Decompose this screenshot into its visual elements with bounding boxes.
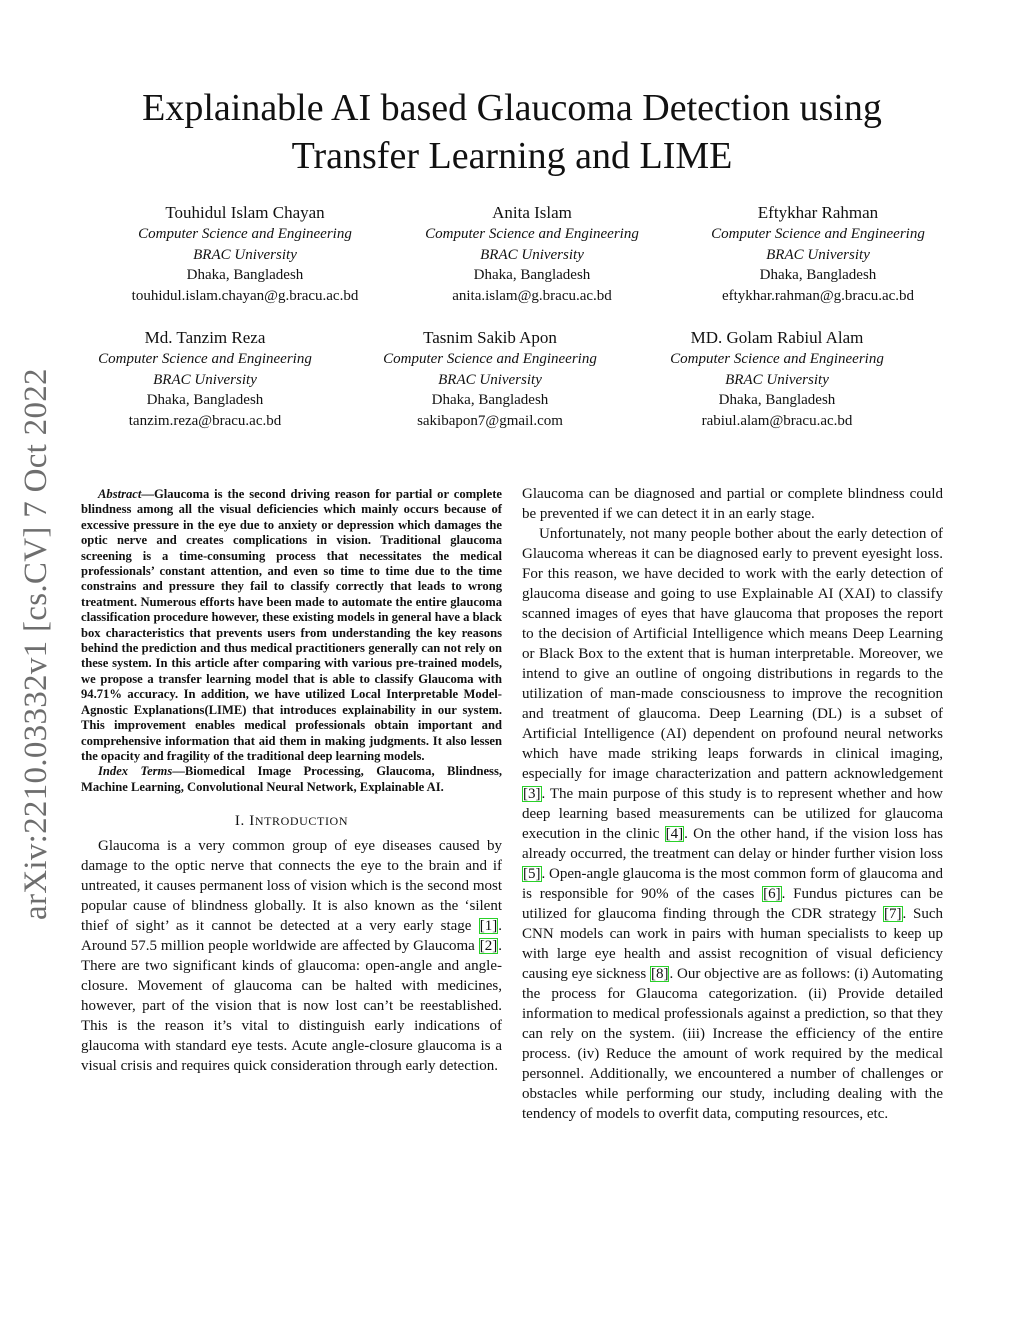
author-location: Dhaka, Bangladesh [146,392,264,408]
author-block-3 [673,202,963,306]
author-block-1 [100,202,390,306]
text-run: . Fundus pictures can be utilized for glaucoma finding through the CDR strategy [522,886,944,922]
text-run: Unfortunately, not many people bother about the early detection of Glaucoma whereas it can be diagnosed early to prevent eyesight loss. For this reason, we have decided to work with the early detection of glaucoma disease and going to use Explainable AI (XAI) to classify scanned images of eyes that have glaucoma that proposes the report to the decision of Artificial Intelligence which means Deep Learning or Black Box to the extent that is human interpretable. Moreover, we intend to give an outline of ongoing distributions in regards to the utilization of man-made consciousness to improve the recognition and treatment of glaucoma. Deep Learning (DL) is a subset of Artificial Intelligence (AI) dependent on profound neural networks which have made striking leaps forwards in clinical imaging, especially for image characterization and pattern acknowledgement [522,526,943,782]
intro-paragraph-2 [522,524,943,1124]
section-rest: NTRODUCTION [254,814,349,829]
author-name: Anita Islam [492,203,572,222]
index-terms [81,764,502,795]
index-terms-label: Index Terms [98,764,173,779]
text-run: . On the other hand, if the vision loss has already occurred, the treatment can delay or hinder further vision loss [522,826,943,862]
author-email: anita.islam@g.bracu.ac.bd [452,287,612,304]
author-department: Computer Science and Engineering [98,351,312,367]
paper-title [80,84,944,180]
text-run: . Such CNN models can work in pairs with human specialists to keep up with large eye health and assist recognition of visual deficiency causing eye sickness [522,906,943,982]
citation-link[interactable]: [8] [650,966,669,982]
index-terms-text: Biomedical Image Processing, Glaucoma, Blindness, Machine Learning, Convolutional Neural Network, Explainable AI. [81,764,503,794]
author-name: MD. Golam Rabiul Alam [690,328,864,347]
author-location: Dhaka, Bangladesh [431,392,549,408]
author-department: Computer Science and Engineering [383,351,597,367]
author-location: Dhaka, Bangladesh [718,392,836,408]
author-name: Tasnim Sakib Apon [423,328,557,347]
author-location: Dhaka, Bangladesh [759,267,877,283]
section-first-letter: I [249,813,255,830]
abstract-label: Abstract [98,487,142,501]
index-terms-dash: — [172,764,185,779]
author-name: Md. Tanzim Reza [144,328,266,347]
text-run: . There are two significant kinds of glaucoma: open-angle and angle-closure. Movement of glaucoma can be halted with medicines, however, part of the vision that is now lost can’t be reestablished. This is the reason it’s vital to distinguish early indications of glaucoma with standard eye tests. Acute angle-closure glaucoma is a visual crisis and requires quick consideration through early detection. [81,938,502,1075]
intro-paragraph-1 [81,836,502,1076]
author-university: BRAC University [725,371,829,388]
author-department: Computer Science and Engineering [670,351,884,367]
citation-link[interactable]: [4] [665,826,684,842]
author-department: Computer Science and Engineering [425,226,639,242]
citation-link[interactable]: [2] [479,938,498,955]
author-block-6 [632,327,922,431]
title-line-1: Explainable AI based Glaucoma Detection using [142,87,882,129]
author-block-2 [387,202,677,306]
text-run: . The main purpose of this study is to represent whether and how deep learning based measurements can be utilized for glaucoma execution in the clinic [522,786,943,842]
author-location: Dhaka, Bangladesh [473,267,591,283]
author-email: sakibapon7@gmail.com [417,412,563,429]
author-university: BRAC University [480,246,584,263]
author-block-4 [60,327,350,431]
text-run: . Our objective are as follows: (i) Automating the process for Glaucoma categorization. (ii) Provide detailed information to medical professionals against a prediction, so that they can rely on the system. (iii) Increase the efficiency of the entire process. (iv) Reduce the amount of work required by the medical personnel. Additionally, we encountered a number of challenges or obstacles while performing our study, including dealing with the tendency of models to overfit data, computing resources, etc. [522,966,943,1122]
left-column [81,484,502,1076]
section-numeral: I. [234,813,245,830]
arxiv-identifier: arXiv:2210.03332v1 [cs.CV] 7 Oct 2022 [18,368,54,920]
abstract-dash: — [141,487,154,501]
author-department: Computer Science and Engineering [711,226,925,242]
author-block-5 [345,327,635,431]
citation-link[interactable]: [3] [523,786,541,802]
author-university: BRAC University [766,246,870,263]
author-email: touhidul.islam.chayan@g.bracu.ac.bd [131,287,359,304]
intro-paragraph-1-continued: Glaucoma can be diagnosed and partial or complete blindness could be prevented if we can detect it in an early stage. [522,486,943,522]
abstract [81,484,502,764]
citation-link[interactable]: [6] [763,886,781,902]
citation-link[interactable]: [7] [884,906,902,922]
author-university: BRAC University [438,371,542,388]
abstract-text: Glaucoma is the second driving reason for partial or complete blindness among all the visual deficiencies which mainly occurs because of excessive pressure in the eye due to anxiety or depression which damages the optic nerve and creates complications in vision. Traditional glaucoma screening is a time-consuming process that necessitates the medical professionals’ constant attention, and even so time to time due to the time constrains and pressure they fail to classify correctly that leads to wrong treatment. Numerous efforts have been made to automate the entire glaucoma classification procedure however, these existing models in general have a black box characteristics that prevents users from understanding the key reasons behind the prediction and thus medical practitioners generally can not rely on these system. In this article after comparing with various pre-trained models, we propose a transfer learning model that is able to classify Glaucoma with 94.71% accuracy. In addition, we have utilized Local Interpretable Model-Agnostic Explanations(LIME) that introduces explainability in our system. This improvement enables medical professionals obtain important and comprehensive information that aid them in making judgments. It also lessen the opacity and fragility of the traditional deep learning models. [81,487,502,763]
author-university: BRAC University [153,371,257,388]
text-run: Glaucoma is a very common group of eye diseases caused by damage to the optic nerve that connects the eye to the brain and if untreated, it causes permanent loss of vision which is the second most popular cause of blindness globally. It is also known as the ‘silent thief of sight’ as it cannot be detected at a very early stage [81,838,502,935]
author-email: eftykhar.rahman@g.bracu.ac.bd [721,287,915,304]
author-location: Dhaka, Bangladesh [186,267,304,283]
author-name: Eftykhar Rahman [757,203,879,222]
section-heading-introduction [81,811,502,831]
author-email: rabiul.alam@bracu.ac.bd [701,412,853,429]
author-email: tanzim.reza@bracu.ac.bd [128,412,282,429]
author-university: BRAC University [193,246,297,263]
citation-link[interactable]: [1] [479,918,498,935]
citation-link[interactable]: [5] [523,866,541,882]
right-column [522,484,943,1124]
author-department: Computer Science and Engineering [138,226,352,242]
text-run: . Around 57.5 million people worldwide are affected by Glaucoma [81,918,502,955]
author-name: Touhidul Islam Chayan [165,203,325,222]
title-line-2: Transfer Learning and LIME [291,135,733,177]
text-run: . Open-angle glaucoma is the most common form of glaucoma and is responsible for 90% of the cases [522,866,943,902]
